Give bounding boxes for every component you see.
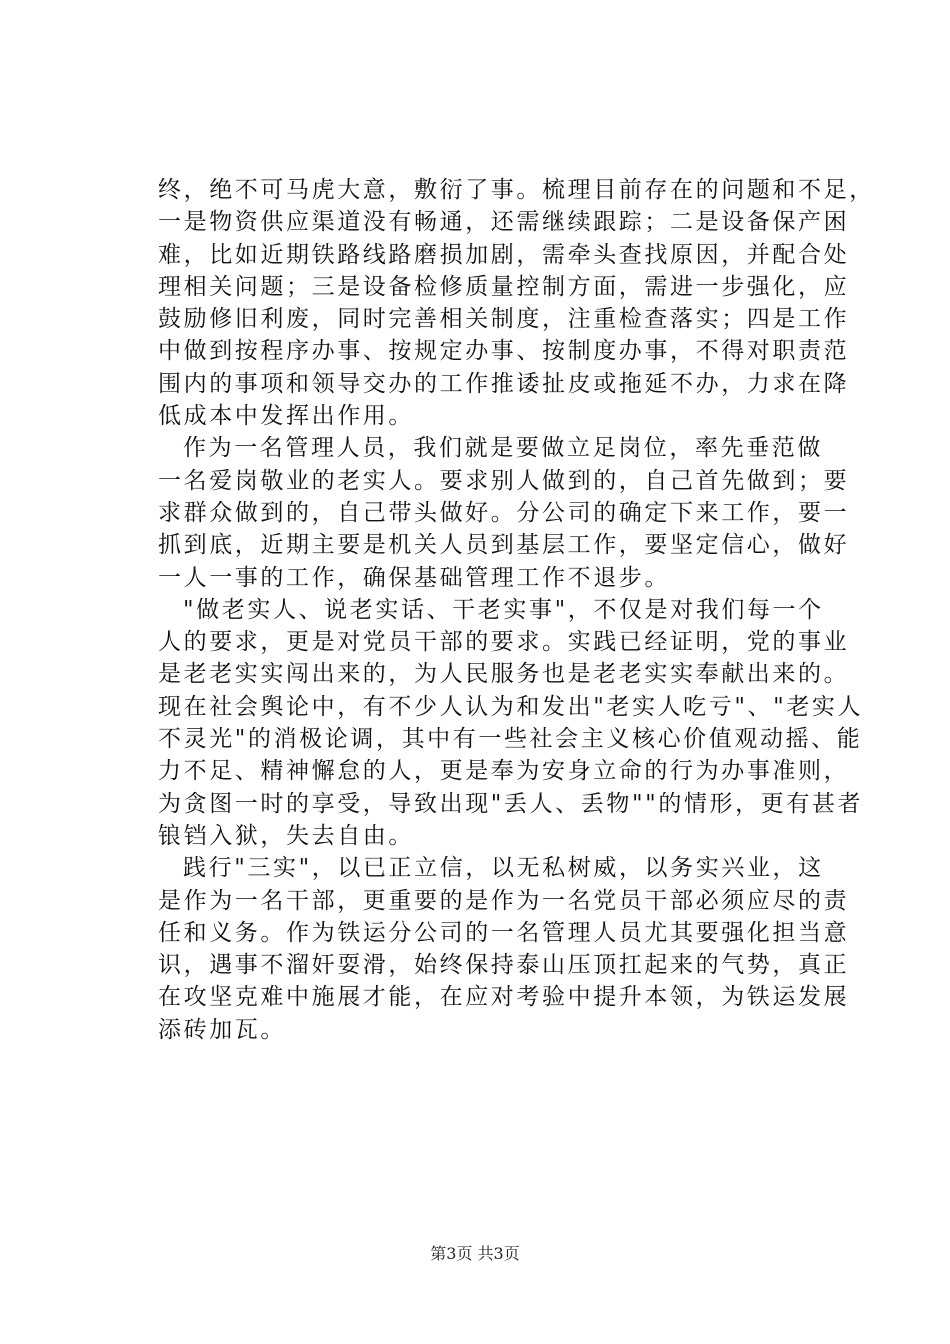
text-line: 现在社会舆论中，有不少人认为和发出"老实人吃亏"、"老实人 bbox=[158, 693, 864, 720]
text-line: 任和义务。作为铁运分公司的一名管理人员尤其要强化担当意 bbox=[158, 919, 850, 946]
text-line: 低成本中发挥出作用。 bbox=[158, 403, 414, 430]
text-line: 为贪图一时的享受，导致出现"丢人、丢物""的情形，更有甚者 bbox=[158, 790, 864, 817]
text-line: 人的要求，更是对党员干部的要求。实践已经证明，党的事业 bbox=[158, 629, 850, 656]
document-body bbox=[158, 174, 875, 1046]
text-line: 力不足、精神懈怠的人，更是奉为安身立命的行为办事准则， bbox=[158, 758, 850, 785]
text-line: 识，遇事不溜奸耍滑，始终保持泰山压顶扛起来的气势，真正 bbox=[158, 952, 850, 979]
text-line: 难，比如近期铁路线路磨损加剧，需牵头查找原因，并配合处 bbox=[158, 241, 850, 268]
text-line: 是作为一名干部，更重要的是作为一名党员干部必须应尽的责 bbox=[158, 887, 850, 914]
text-line: 围内的事项和领导交办的工作推诿扯皮或拖延不办，力求在降 bbox=[158, 370, 850, 397]
text-line: 锒铛入狱，失去自由。 bbox=[158, 822, 414, 849]
text-line: 践行"三实"，以已正立信，以无私树威，以务实兴业，这 bbox=[183, 855, 824, 882]
text-line: 在攻坚克难中施展才能，在应对考验中提升本领，为铁运发展 bbox=[158, 984, 850, 1011]
text-line: 鼓励修旧利废，同时完善相关制度，注重检查落实；四是工作 bbox=[158, 306, 850, 333]
text-line: 是老老实实闯出来的，为人民服务也是老老实实奉献出来的。 bbox=[158, 661, 850, 688]
text-line: "做老实人、说老实话、干老实事"，不仅是对我们每一个 bbox=[183, 596, 824, 623]
text-line: 抓到底，近期主要是机关人员到基层工作，要坚定信心，做好 bbox=[158, 532, 850, 559]
text-line: 添砖加瓦。 bbox=[158, 1016, 286, 1043]
text-line: 一是物资供应渠道没有畅通，还需继续跟踪；二是设备保产困 bbox=[158, 209, 850, 236]
text-line: 不灵光"的消极论调，其中有一些社会主义核心价值观动摇、能 bbox=[158, 726, 863, 753]
text-line: 一人一事的工作，确保基础管理工作不退步。 bbox=[158, 564, 670, 591]
text-line: 终，绝不可马虎大意，敷衍了事。梳理目前存在的问题和不足， bbox=[158, 177, 875, 203]
text-line: 理相关问题；三是设备检修质量控制方面，需进一步强化，应 bbox=[158, 273, 850, 300]
page-footer: 第3页 共3页 bbox=[430, 1244, 520, 1263]
text-line: 求群众做到的，自己带头做好。分公司的确定下来工作，要一 bbox=[158, 499, 850, 526]
text-line: 作为一名管理人员，我们就是要做立足岗位，率先垂范做 bbox=[183, 435, 823, 462]
text-line: 中做到按程序办事、按规定办事、按制度办事，不得对职责范 bbox=[158, 338, 850, 365]
text-line: 一名爱岗敬业的老实人。要求别人做到的，自己首先做到；要 bbox=[158, 467, 850, 494]
